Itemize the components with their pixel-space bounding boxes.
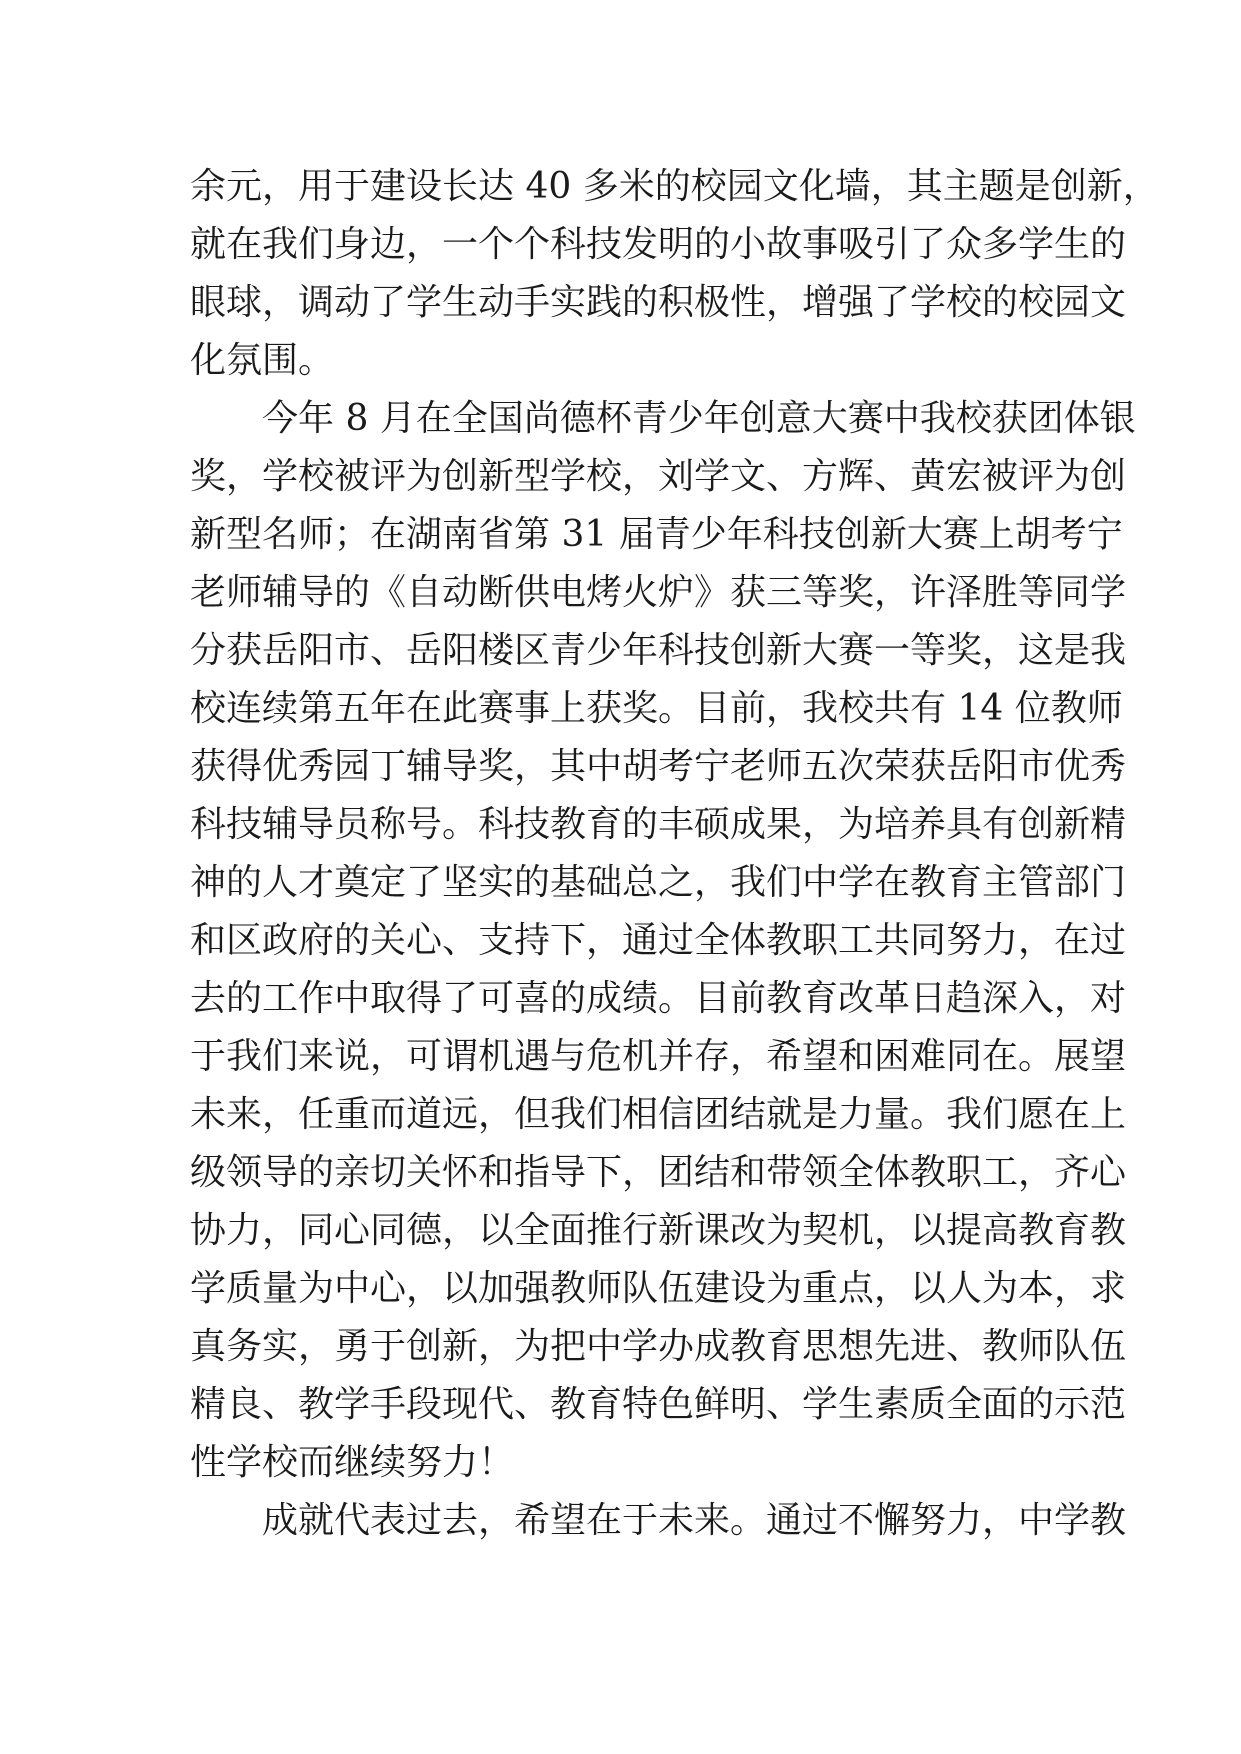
text-line: 级领导的亲切关怀和指导下，团结和带领全体教职工，齐心 xyxy=(190,1152,1127,1193)
text-line: 分获岳阳市、岳阳楼区青少年科技创新大赛一等奖，这是我 xyxy=(190,630,1127,671)
text-line: 协力，同心同德，以全面推行新课改为契机，以提高教育教 xyxy=(190,1210,1127,1251)
text-line: 获得优秀园丁辅导奖，其中胡考宁老师五次荣获岳阳市优秀 xyxy=(190,746,1127,787)
text-line: 就在我们身边，一个个科技发明的小故事吸引了众多学生的 xyxy=(190,224,1127,265)
text-line: 眼球，调动了学生动手实践的积极性，增强了学校的校园文 xyxy=(190,282,1127,323)
text-line: 老师辅导的《自动断供电烤火炉》获三等奖，许泽胜等同学 xyxy=(190,572,1127,613)
text-line: 学质量为中心，以加强教师队伍建设为重点，以人为本，求 xyxy=(190,1268,1127,1309)
text-line: 校连续第五年在此赛事上获奖。目前，我校共有 14 位教师 xyxy=(190,688,1123,729)
text-line: 和区政府的关心、支持下，通过全体教职工共同努力，在过 xyxy=(190,920,1127,961)
text-line: 科技辅导员称号。科技教育的丰硕成果，为培养具有创新精 xyxy=(190,804,1127,845)
text-line: 新型名师；在湖南省第 31 届青少年科技创新大赛上胡考宁 xyxy=(190,514,1123,555)
text-line: 去的工作中取得了可喜的成绩。目前教育改革日趋深入，对 xyxy=(190,978,1127,1019)
text-line: 成就代表过去，希望在于未来。通过不懈努力，中学教 xyxy=(262,1500,1127,1541)
text-line: 精良、教学手段现代、教育特色鲜明、学生素质全面的示范 xyxy=(190,1384,1127,1425)
text-line: 奖，学校被评为创新型学校，刘学文、方辉、黄宏被评为创 xyxy=(190,456,1127,497)
text-line: 未来，任重而道远，但我们相信团结就是力量。我们愿在上 xyxy=(190,1094,1127,1135)
paragraph-1 xyxy=(190,158,1159,390)
text-line: 于我们来说，可谓机遇与危机并存，希望和困难同在。展望 xyxy=(190,1036,1127,1077)
paragraph-3 xyxy=(190,1492,1127,1550)
body-text xyxy=(190,158,1159,1550)
text-line: 神的人才奠定了坚实的基础总之，我们中学在教育主管部门 xyxy=(190,862,1127,903)
paragraph-2 xyxy=(190,390,1136,1492)
text-line: 化氛围。 xyxy=(190,340,335,381)
text-line: 真务实，勇于创新，为把中学办成教育思想先进、教师队伍 xyxy=(190,1326,1127,1367)
text-line: 余元，用于建设长达 40 多米的校园文化墙，其主题是创新， xyxy=(190,166,1159,207)
text-line: 性学校而继续努力！ xyxy=(190,1442,515,1483)
text-line: 今年 8 月在全国尚德杯青少年创意大赛中我校获团体银 xyxy=(262,398,1136,439)
